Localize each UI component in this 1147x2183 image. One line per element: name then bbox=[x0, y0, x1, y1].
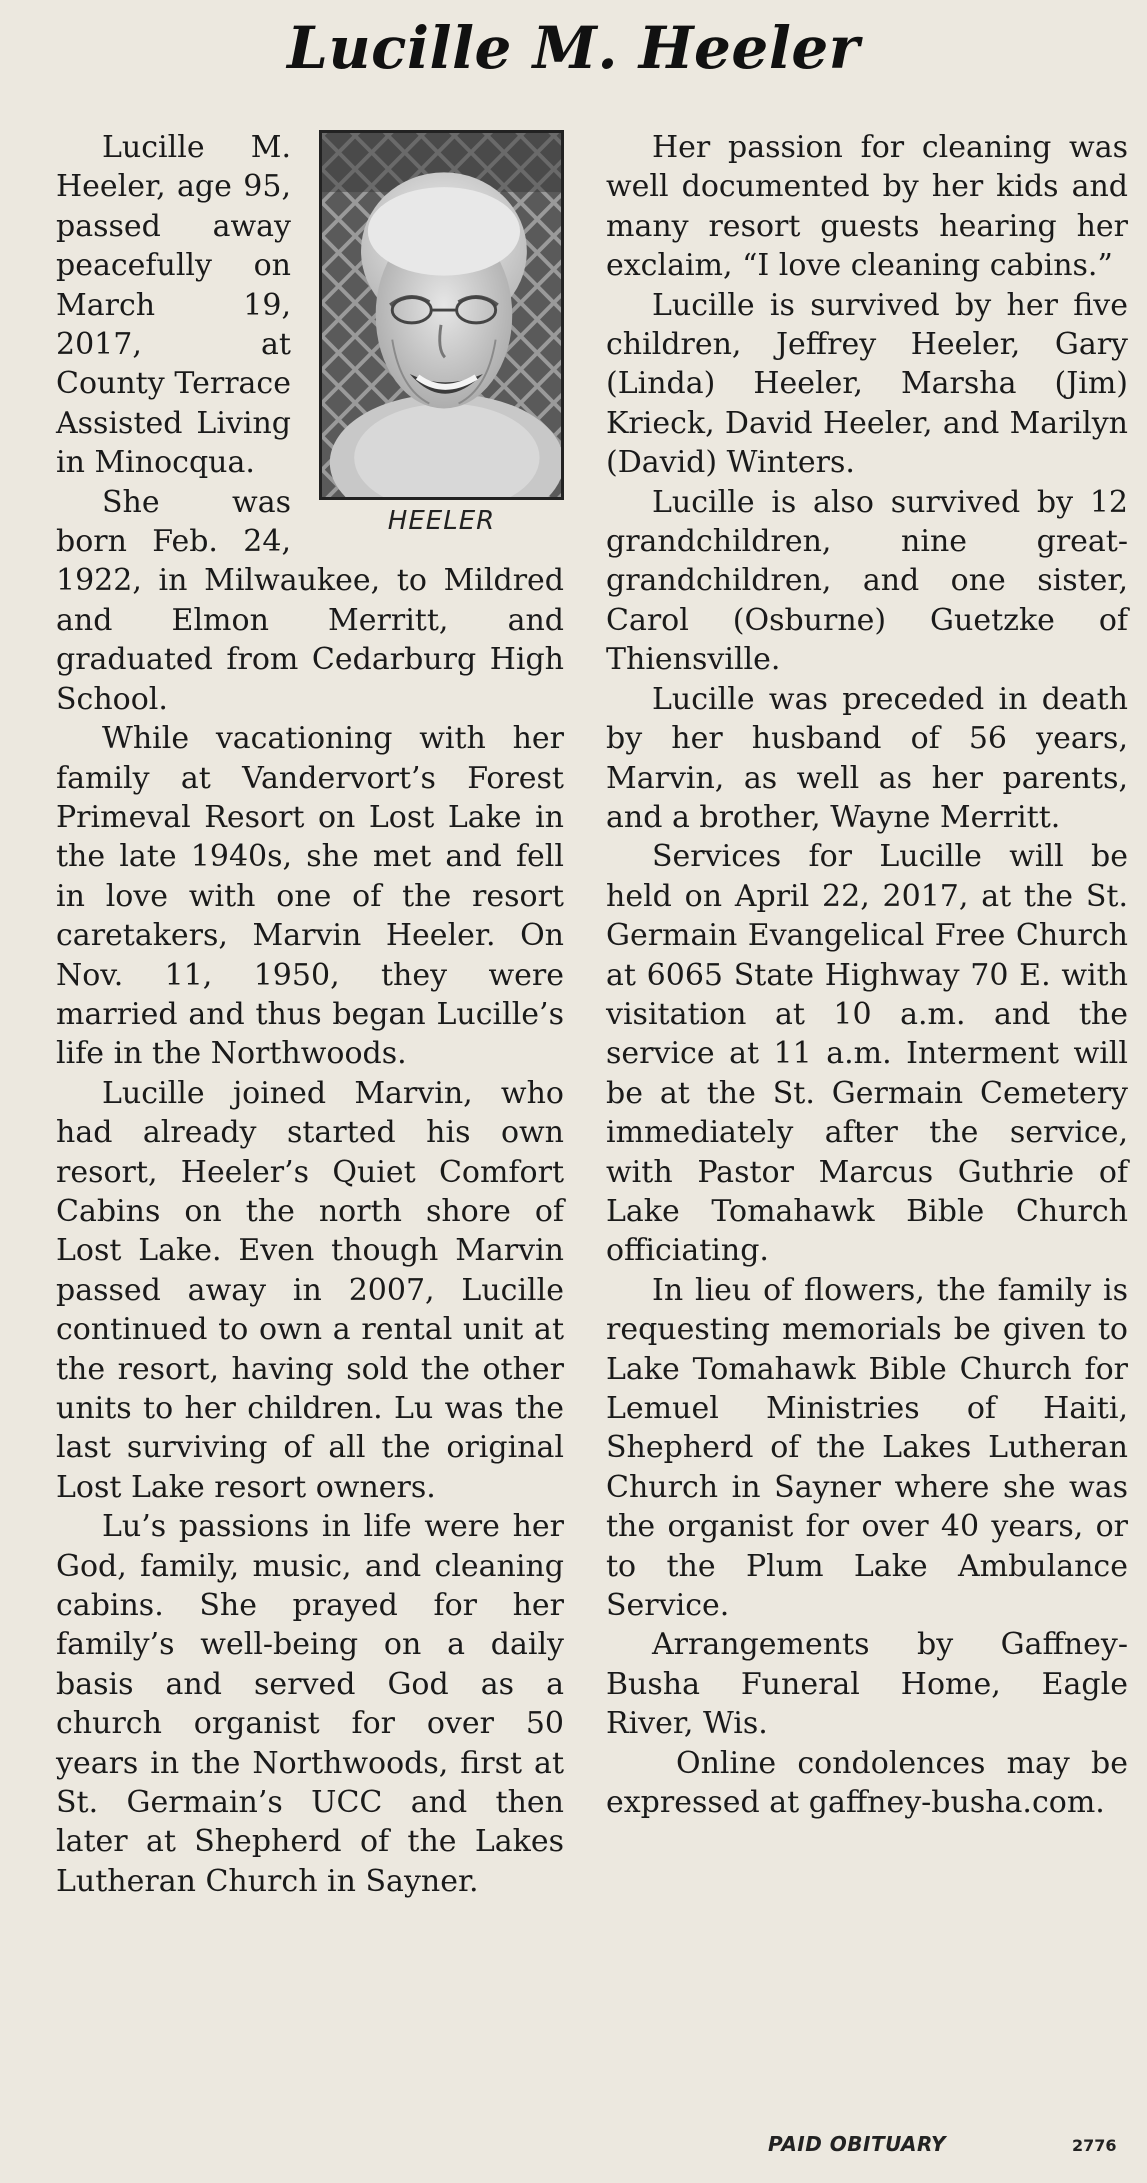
left-column bbox=[56, 128, 564, 1901]
portrait-photo bbox=[319, 130, 564, 500]
obituary-title: Lucille M. Heeler bbox=[287, 14, 860, 82]
paragraph-arrangements: Arrangements by Gaffney-Busha Funeral Home, Eagle River, Wis. bbox=[606, 1627, 1128, 1742]
paragraph-survived-grandchildren: Lucille is also survived by 12 grandchildren, nine great-grandchildren, and one sister, Carol (Osburne) Guetzke of Thiensville. bbox=[606, 484, 1128, 678]
portrait-figure bbox=[319, 130, 564, 538]
paragraph-intro: Lucille M. Heeler, age 95, passed away peacefully on March 19, 2017, at County Terrace Assisted Living in Minocqua. bbox=[56, 130, 291, 481]
paragraph-memorials: In lieu of flowers, the family is requesting memorials be given to Lake Tomahawk Bible Church for Lemuel Ministries of Haiti, Shepherd of the Lakes Lutheran Church in Sayner where she was the organist for over 40 years, or to the Plum Lake Ambulance Service. bbox=[606, 1272, 1128, 1624]
paragraph-passions: Lu’s passions in life were her God, family, music, and cleaning cabins. She prayed for her family’s well-being on a daily basis and served God as a church organist for over 50 years in the Northwoods, first at St. Germain’s UCC and then later at Shepherd of the Lakes Lutheran Church in Sayner. bbox=[56, 1509, 564, 1899]
paragraph-condolences: Online condolences may be expressed at gaffney-busha.com. bbox=[606, 1745, 1128, 1821]
paragraph-marriage: While vacationing with her family at Vandervort’s Forest Primeval Resort on Lost Lake in the late 1940s, she met and fell in love with one of the resort caretakers, Marvin Heeler. On Nov. 11, 1950, they were married and thus began Lucille’s life in the Northwoods. bbox=[56, 721, 564, 1072]
paragraph-preceded: Lucille was preceded in death by her husband of 56 years, Marvin, as well as her parents, and a brother, Wayne Merritt. bbox=[606, 681, 1128, 835]
ad-code: 2776 bbox=[1072, 2136, 1117, 2155]
paid-obituary-label: PAID OBITUARY bbox=[768, 2132, 947, 2156]
right-column bbox=[606, 128, 1128, 1822]
paragraph-birth: She was born Feb. 24, 1922, in Milwaukee, to Mildred and Elmon Merritt, and graduated from Cedarburg High School. bbox=[56, 484, 564, 717]
portrait-caption: HEELER bbox=[387, 506, 496, 536]
paragraph-survived-children: Lucille is survived by her five children, Jeffrey Heeler, Gary (Linda) Heeler, Marsha (Jim) Krieck, David Heeler, and Marilyn (David) Winters. bbox=[606, 287, 1128, 481]
paragraph-services: Services for Lucille will be held on April 22, 2017, at the St. Germain Evangelical Free Church at 6065 State Highway 70 E. with visitation at 10 a.m. and the service at 11 a.m. Interment will be at the St. Germain Cemetery immediately after the service, with Pastor Marcus Guthrie of Lake Tomahawk Bible Church officiating. bbox=[606, 839, 1128, 1269]
paragraph-resort: Lucille joined Marvin, who had already started his own resort, Heeler’s Quiet Comfort Cabins on the north shore of Lost Lake. Even though Marvin passed away in 2007, Lucille continued to own a rental unit at the resort, having sold the other units to her children. Lu was the last surviving of all the original Lost Lake resort owners. bbox=[56, 1075, 564, 1505]
paragraph-cleaning: Her passion for cleaning was well documented by her kids and many resort guests hearing her exclaim, “I love cleaning cabins.” bbox=[606, 130, 1128, 284]
portrait-image bbox=[322, 133, 561, 497]
